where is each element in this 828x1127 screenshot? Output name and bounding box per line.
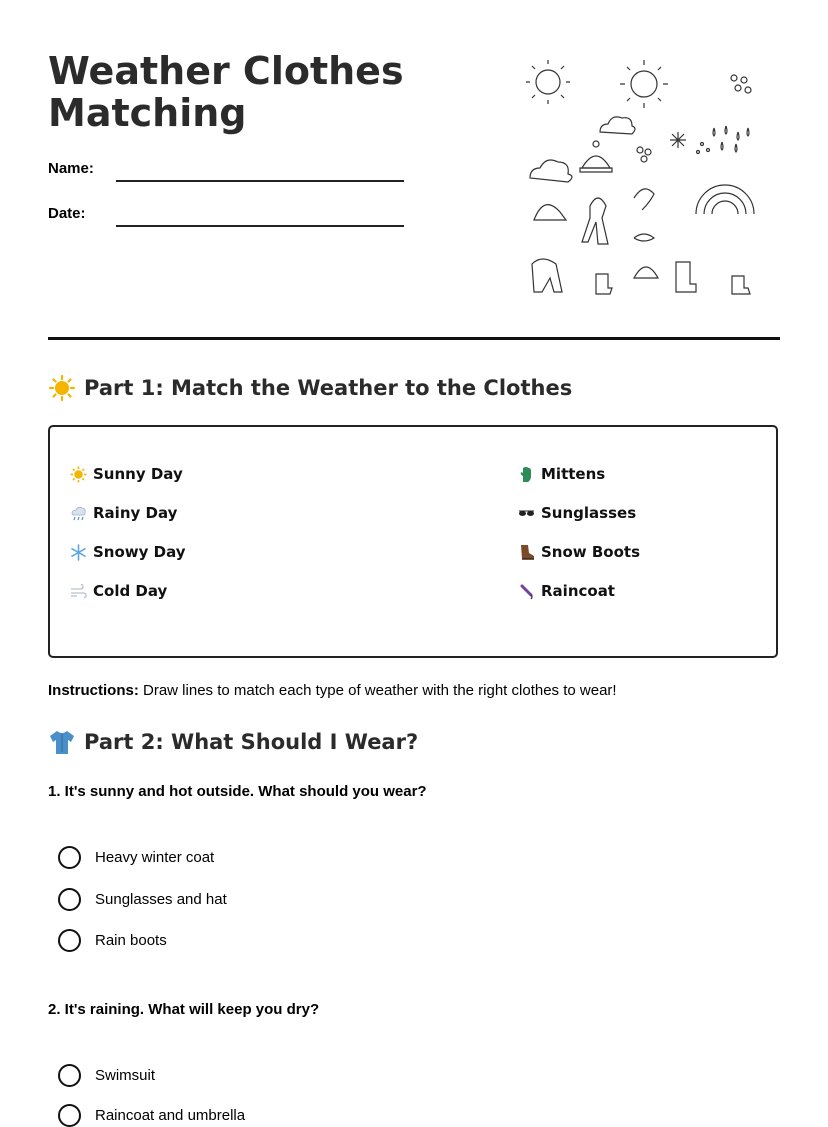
glove-drawing xyxy=(634,234,654,241)
answer-option[interactable] xyxy=(58,846,214,869)
option-label: Raincoat and umbrella xyxy=(95,1107,246,1124)
part2-heading xyxy=(48,728,418,756)
cloud-drawing xyxy=(530,160,572,182)
sun-drawing xyxy=(620,60,668,108)
sun-drawing xyxy=(526,60,570,104)
matching-box xyxy=(48,425,778,658)
sunglasses-icon xyxy=(518,505,535,522)
boot-drawing xyxy=(732,276,750,294)
radio-button[interactable] xyxy=(58,888,81,911)
radio-button[interactable] xyxy=(58,1064,81,1087)
radio-button[interactable] xyxy=(58,929,81,952)
weather-item-rainy[interactable] xyxy=(70,504,177,522)
weather-clothes-clipart xyxy=(522,58,762,308)
shirt-icon xyxy=(48,728,76,756)
answer-option[interactable] xyxy=(58,929,167,952)
mitten-icon xyxy=(518,466,535,483)
date-label: Date: xyxy=(48,205,86,222)
radio-button[interactable] xyxy=(58,846,81,869)
title-line-1: Weather Clothes xyxy=(48,49,404,93)
clothes-label: Raincoat xyxy=(541,582,615,600)
option-label: Sunglasses and hat xyxy=(95,891,227,908)
scarf-drawing xyxy=(582,198,608,244)
snow-cluster-drawing xyxy=(637,147,651,162)
instructions-label: Instructions: xyxy=(48,682,139,699)
option-label: Swimsuit xyxy=(95,1067,156,1084)
weather-item-sunny[interactable] xyxy=(70,465,183,483)
weather-label: Snowy Day xyxy=(93,543,186,561)
winter-hat-drawing xyxy=(580,141,612,172)
wind-icon xyxy=(70,583,87,600)
answer-option[interactable] xyxy=(58,1104,245,1127)
boot-drawing xyxy=(676,262,696,292)
snow-cluster-drawing xyxy=(731,75,751,93)
weather-item-cold[interactable] xyxy=(70,582,167,600)
radio-button[interactable] xyxy=(58,1104,81,1127)
weather-item-snowy[interactable] xyxy=(70,543,186,561)
question-1: 1. It's sunny and hot outside. What should you wear? xyxy=(48,783,427,800)
section-divider xyxy=(48,337,780,340)
beanie-drawing xyxy=(634,267,658,278)
boot-drawing xyxy=(596,274,612,294)
rainbow-drawing xyxy=(696,185,754,214)
instructions xyxy=(48,682,617,699)
clothes-label: Snow Boots xyxy=(541,543,641,561)
title-line-2: Matching xyxy=(48,91,247,135)
hat-drawing xyxy=(534,205,566,220)
name-label: Name: xyxy=(48,160,94,177)
clothes-label: Mittens xyxy=(541,465,606,483)
answer-option[interactable] xyxy=(58,1064,155,1087)
weather-label: Cold Day xyxy=(93,582,168,600)
clothes-label: Sunglasses xyxy=(541,504,637,522)
part2-heading-text: Part 2: What Should I Wear? xyxy=(84,730,419,754)
rain-drops-drawing xyxy=(697,126,750,154)
earmuff-drawing xyxy=(634,189,654,210)
answer-option[interactable] xyxy=(58,888,227,911)
snowflake-drawing xyxy=(670,132,686,148)
scarf-drawing xyxy=(532,259,562,292)
instructions-text: Draw lines to match each type of weather with the right clothes to wear! xyxy=(138,682,617,699)
date-field[interactable] xyxy=(116,225,404,227)
clothes-item-raincoat[interactable] xyxy=(518,582,615,600)
clothes-item-sunglasses[interactable] xyxy=(518,504,636,522)
clothes-item-mittens[interactable] xyxy=(518,465,605,483)
sun-icon xyxy=(48,374,76,402)
option-label: Heavy winter coat xyxy=(95,849,215,866)
umbrella-icon xyxy=(518,583,535,600)
boot-icon xyxy=(518,544,535,561)
page-title xyxy=(48,50,468,134)
weather-label: Sunny Day xyxy=(93,465,183,483)
part1-heading xyxy=(48,374,572,402)
rain-cloud-icon xyxy=(70,505,87,522)
weather-label: Rainy Day xyxy=(93,504,178,522)
part1-heading-text: Part 1: Match the Weather to the Clothes xyxy=(84,376,573,400)
snowflake-icon xyxy=(70,544,87,561)
clothes-item-snow-boots[interactable] xyxy=(518,543,640,561)
name-field[interactable] xyxy=(116,180,404,182)
sun-icon xyxy=(70,466,87,483)
option-label: Rain boots xyxy=(95,932,167,949)
cloud-drawing xyxy=(600,117,635,134)
question-2: 2. It's raining. What will keep you dry? xyxy=(48,1001,320,1018)
